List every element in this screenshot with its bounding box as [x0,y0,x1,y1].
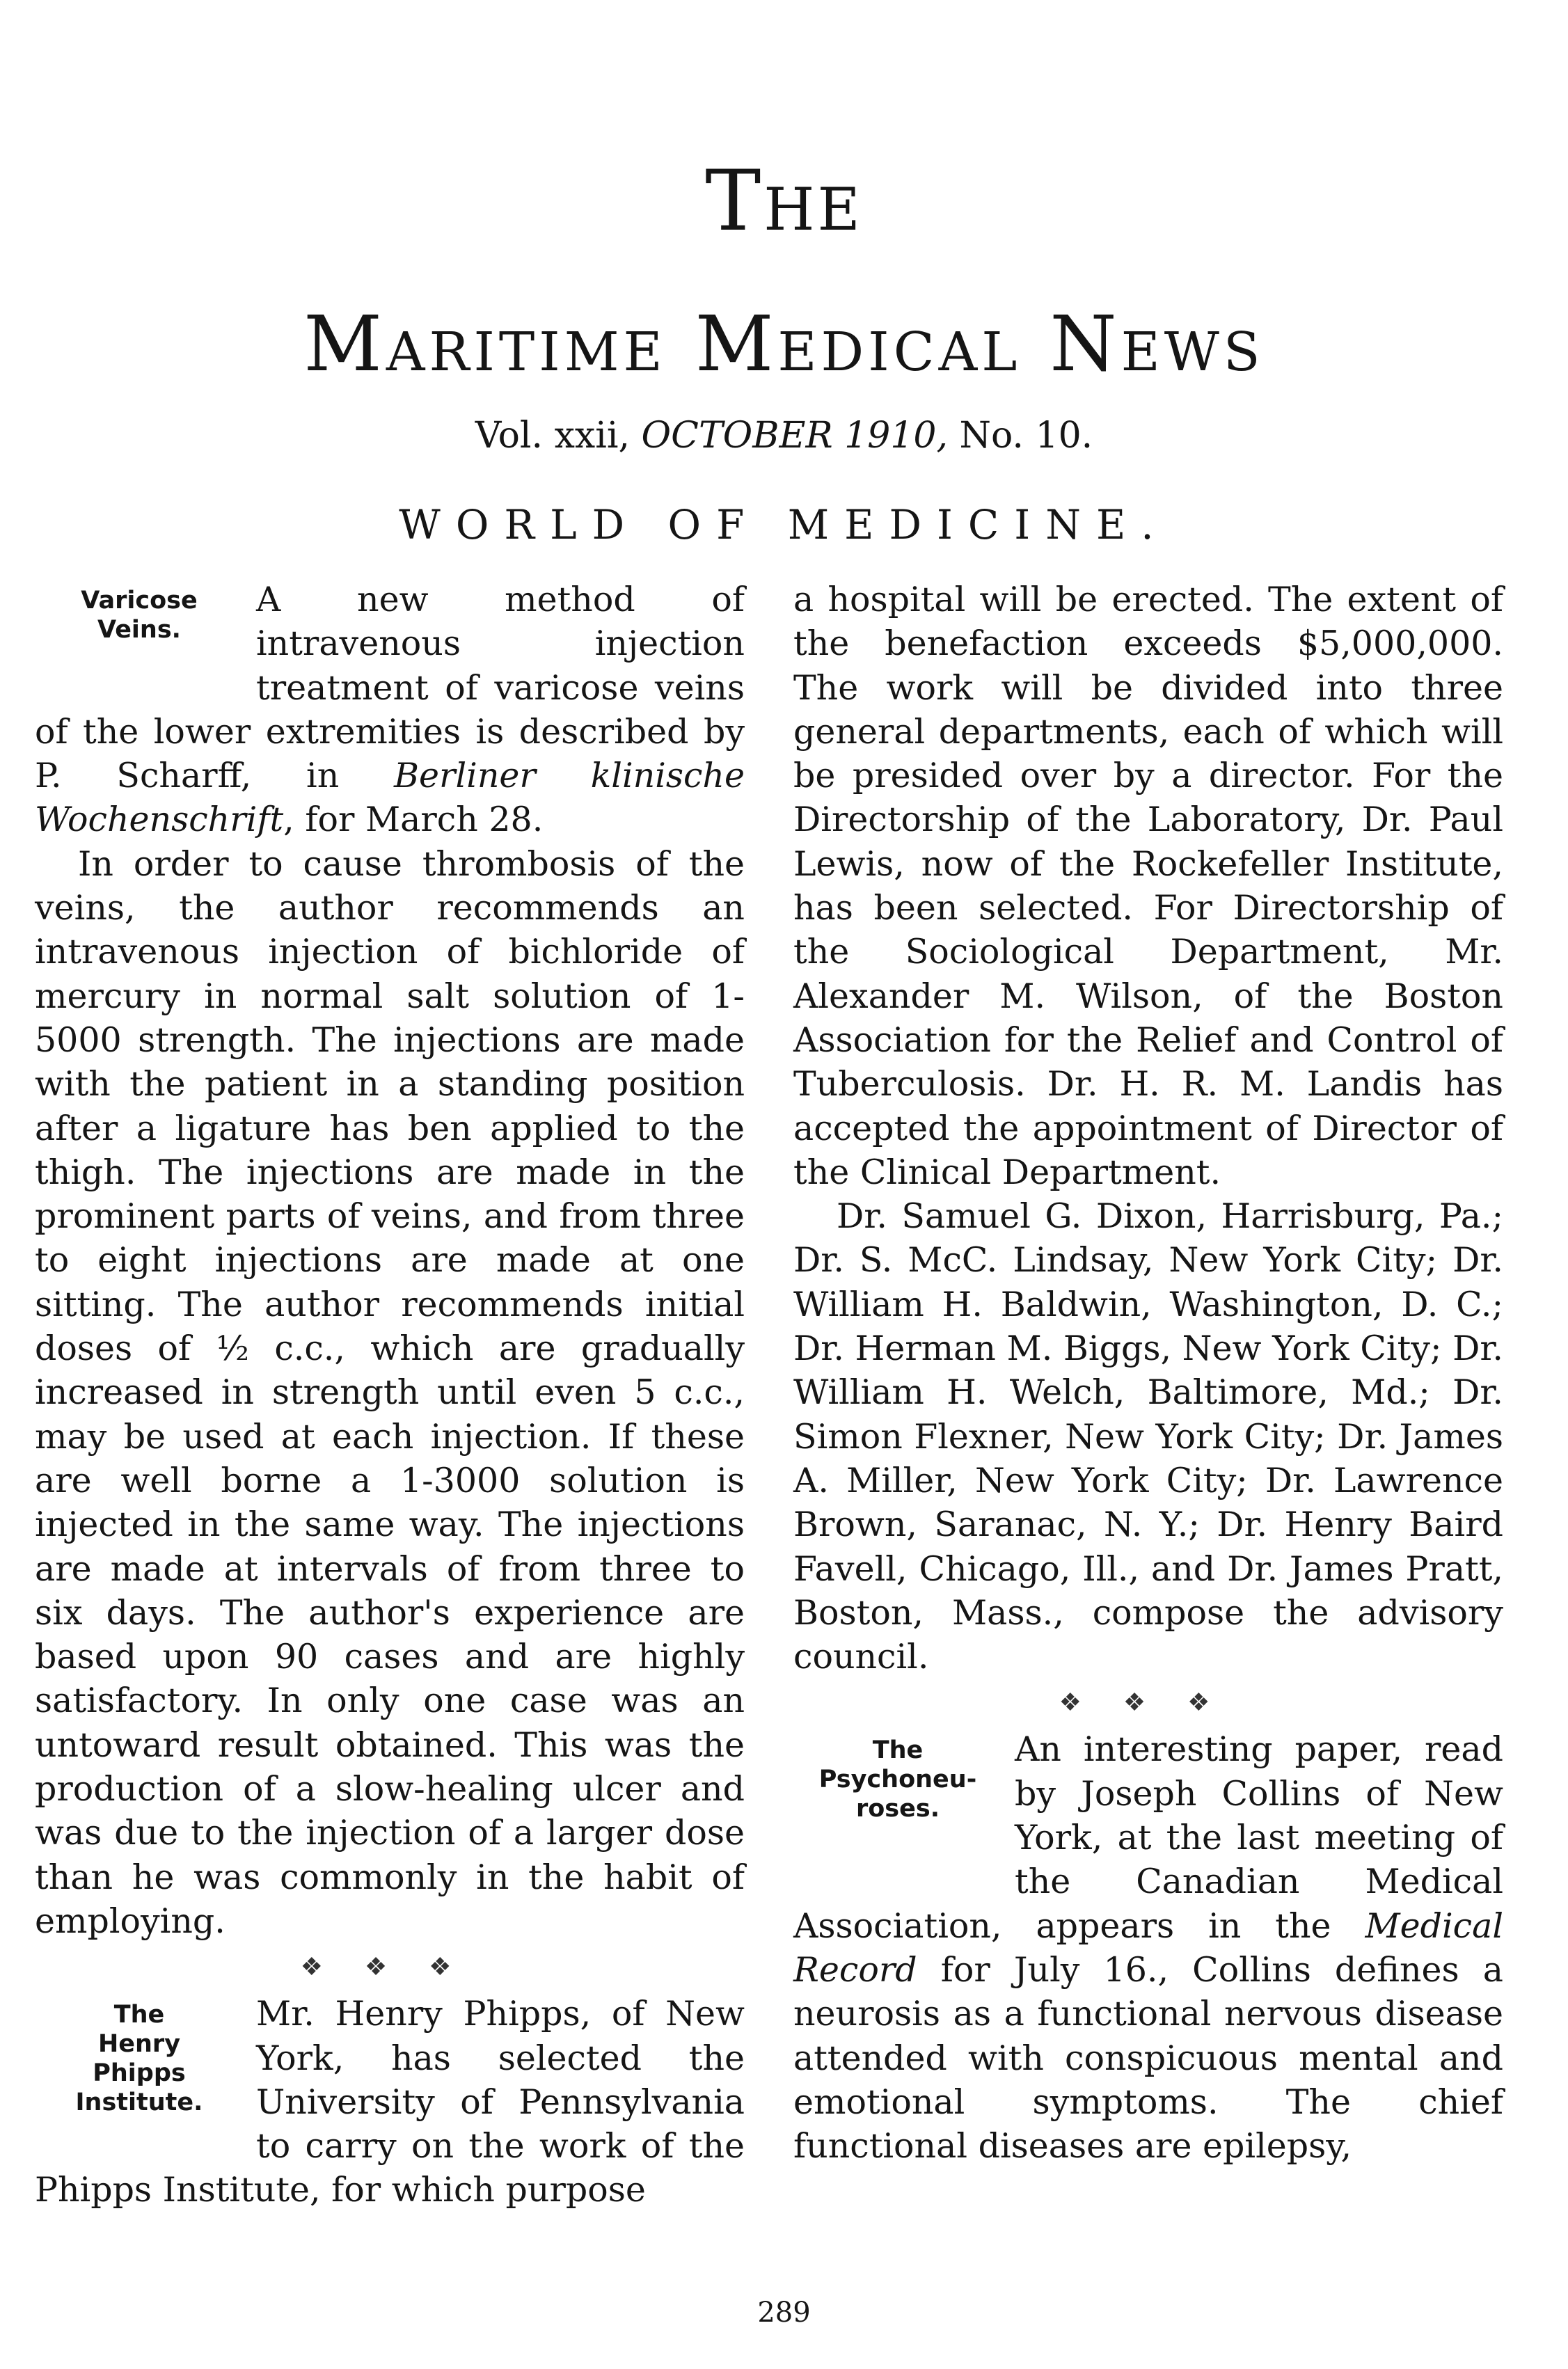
ornament-star-icon: ❖ [1187,1688,1238,1718]
sidehead-henry-phipps-institute [35,2000,244,2160]
ornament-star-icon: ❖ [429,1953,480,1982]
sidehead-line: Henry [97,2030,181,2059]
sidehead-line: The [113,2001,165,2029]
phipps-paragraph-start: Mr. Henry Phipps, of New York, has selected the University of Pennsylvania to carry on the work of the Phipps Institute, for which purpose [35,1994,745,2210]
left-column [35,578,745,2212]
volume-line [0,415,1568,457]
section-ornament [35,1943,745,1992]
masthead-the: The [705,153,863,250]
volume-label: Vol. xxii, [475,415,631,457]
ornament-star-icon: ❖ [1123,1688,1174,1718]
ornament-star-icon: ❖ [1059,1688,1109,1718]
phipps-advisory-council-paragraph: Dr. Samuel G. Dixon, Harrisburg, Pa.; Dr. S. McC. Lindsay, New York City; Dr. William H. Baldwin, Washington, D. C.; Dr. Herman M. Biggs, New York City; Dr. William H. Welch, Baltimore, Md.; Dr. Simon Flexner, New York City; Dr. James A. Miller, New York City; Dr. Lawrence Brown, Saranac, N. Y.; Dr. Henry Baird Favell, Chicago, Ill., and Dr. James Pratt, Boston, Mass., compose the advisory council. [793,1196,1503,1677]
psychoneuroses-lead-text: An interesting paper, read by Joseph Collins of New York, at the last meeting of the Canadian Medical Association, appears in the [793,1729,1503,1946]
sidehead-varicose-veins [35,586,244,683]
sidehead-line: Institute. [75,2089,203,2117]
section-heading: WORLD OF MEDICINE. [399,501,1169,548]
sidehead-line: Veins. [97,616,181,644]
varicose-journal-title: Berliner klinische Wochenschrift [35,756,745,840]
ornament-star-icon: ❖ [364,1953,415,1982]
paper-title: Maritime Medical News [303,299,1265,388]
sidehead-line: The [872,1736,924,1765]
sidehead-line: Phipps [93,2059,186,2088]
ornament-star-icon: ❖ [300,1953,351,1982]
sidehead-line: roses. [855,1795,940,1823]
sidehead-psychoneuroses [793,1736,1002,1868]
psychoneuroses-journal-title: Medical Record [793,1906,1503,1990]
issue-number: No. 10. [959,415,1093,457]
sidehead-line: Psychoneu- [818,1766,977,1794]
varicose-lead-text: A new method of intravenous injection treatment of varicose veins of the lower extremities is described by P. Scharff, in [35,580,745,796]
section-ornament [793,1679,1503,1727]
varicose-body-paragraph: In order to cause thrombosis of the veins, the author recommends an intravenous injection of bichloride of mercury in normal salt solution of 1-5000 strength. The injections are made with the patient in a standing position after a ligature has ben applied to the thigh. The injections are made in the prominent parts of veins, and from three to eight injections are made at one sitting. The author recommends initial doses of ½ c.c., which are gradually increased in strength until even 5 c.c., may be used at each injection. If these are well borne a 1-3000 solution is injected in the same way. The injections are made at intervals of from three to six days. The author's experience are based upon 90 cases and are highly satisfactory. In only one case was an untoward result obtained. This was the production of a slow-healing ulcer and was due to the injection of a larger dose than he was commonly in the habit of employing. [35,843,745,1941]
issue-date: OCTOBER 1910, [641,415,948,457]
page-number: 289 [757,2297,811,2329]
psychoneuroses-lead-end: for July 16., Collins defines a neurosis as a functional nervous disease attended with conspicuous mental and emotional symptoms. The chief functional diseases are epilepsy, [793,1949,1503,2166]
sidehead-line: Varicose [81,587,198,615]
right-column [793,578,1503,2168]
phipps-paragraph-continued: a hospital will be erected. The extent of the benefaction exceeds $5,000,000. The work will be divided into three general departments, each of which will be presided over by a director. For the Directorship of the Laboratory, Dr. Paul Lewis, now of the Rockefeller Institute, has been selected. For Directorship of the Sociological Department, Mr. Alexander M. Wilson, of the Boston Association for the Relief and Control of Tuberculosis. Dr. H. R. M. Landis has accepted the appointment of Director of the Clinical Department. [793,580,1503,1192]
varicose-lead-end: , for March 28. [283,800,544,840]
